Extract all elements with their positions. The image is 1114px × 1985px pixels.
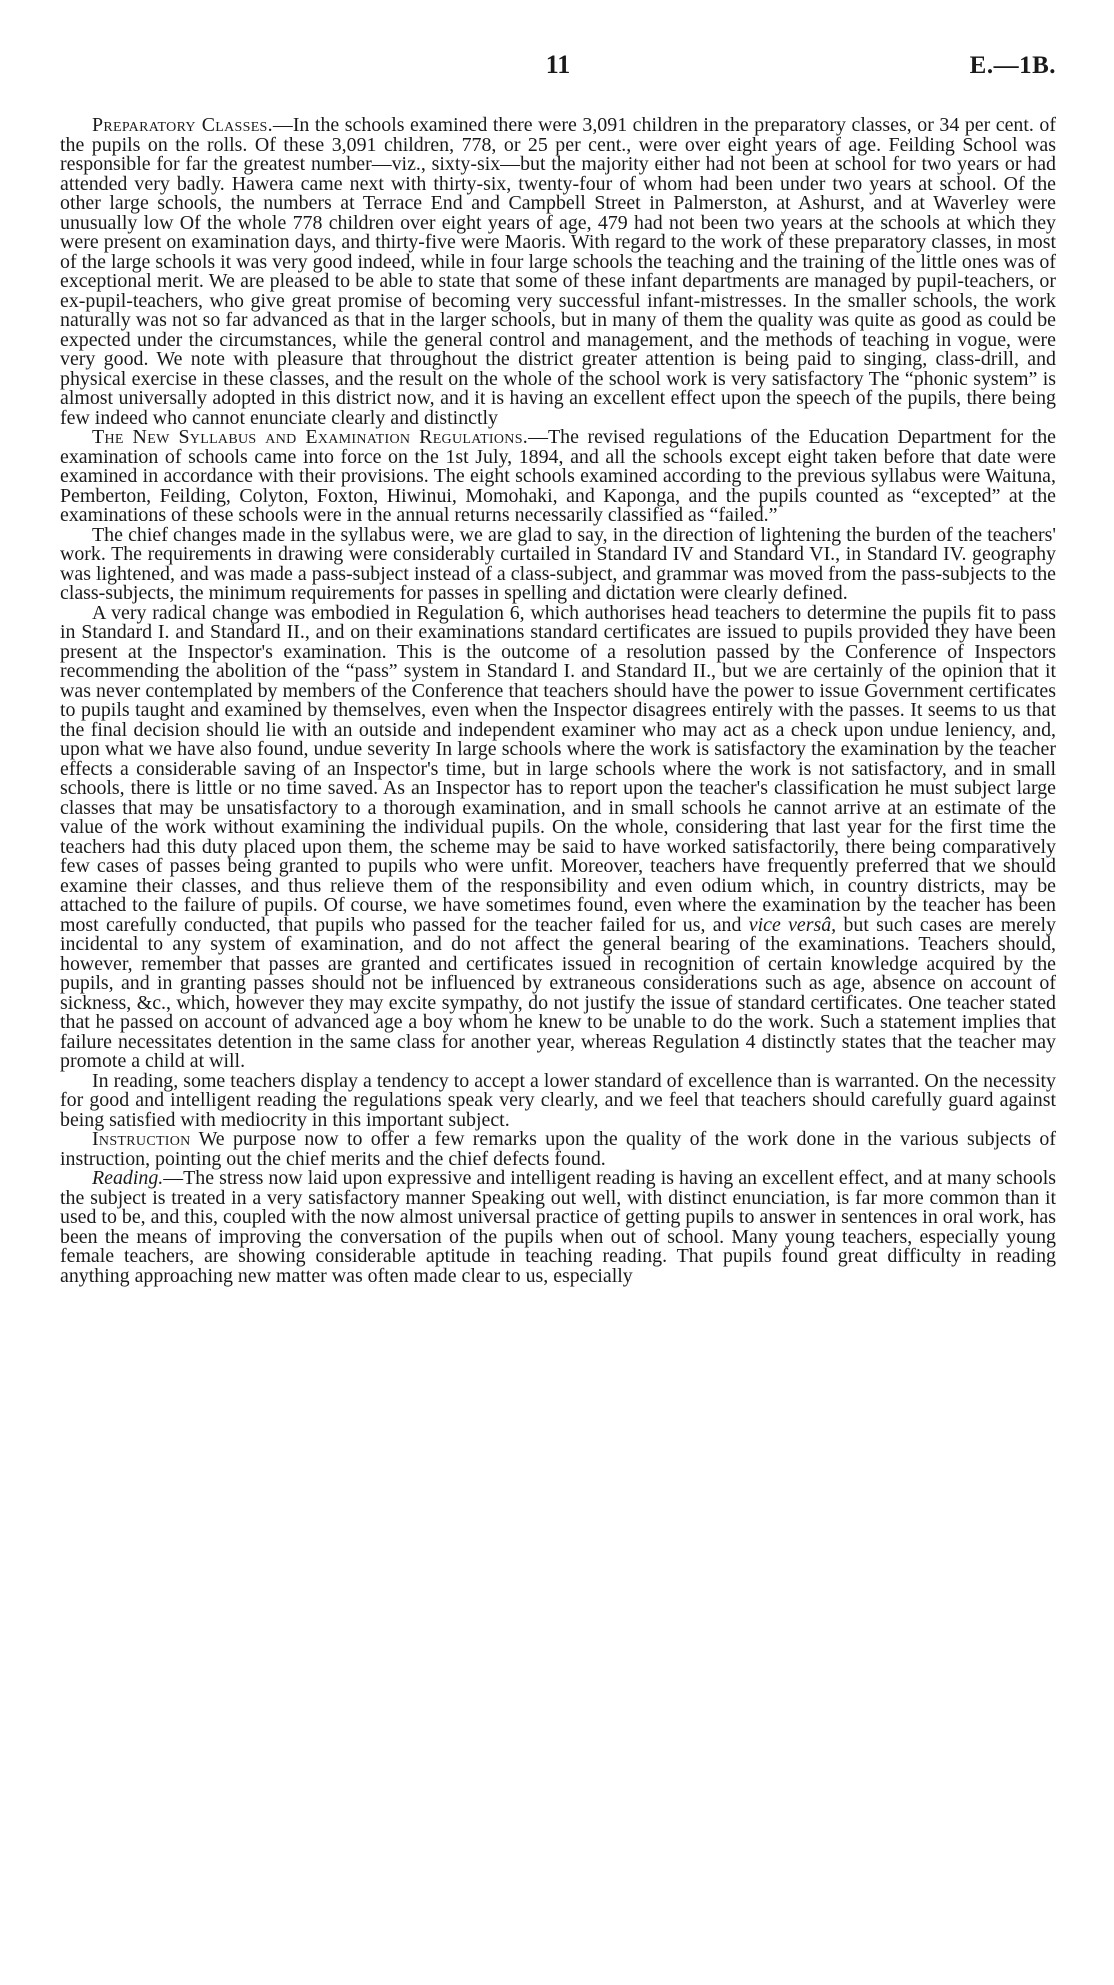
document-body xyxy=(60,116,1056,1286)
paragraph-text: —The revised regulations of the Education Department for the examination of schools came into force on the 1st July, 1894, and all the schools except eight taken before that date were examined in accordance with their provisions. The eight schools examined according to the previous syllabus were Waituna, Pemberton, Feilding, Colyton, Foxton, Hiwinui, Momohaki, and Kaponga, and the pupils counted as “excepted” at the examinations of these schools were in the annual returns necessarily classified as “failed.” xyxy=(60,426,1056,526)
section-heading-preparatory-classes: Preparatory Classes. xyxy=(92,114,273,136)
section-heading-instruction: Instruction xyxy=(92,1128,191,1150)
document-page xyxy=(60,50,1056,1286)
page-header xyxy=(60,50,1056,96)
paragraph-instruction xyxy=(60,1130,1056,1169)
paragraph-reading-standard xyxy=(60,1069,1056,1131)
paragraph-text: —In the schools examined there were 3,091 children in the preparatory classes, or 34 per cent. of the pupils on the rolls. Of these 3,091 children, 778, or 25 per cent., were over eight years of age. Feilding School was responsible for far the greatest number—viz., sixty-six—but the majority either had not been at school for two years or had attended very badly. Hawera came next with thirty-six, twenty-four of whom had been under two years at school. Of the other large schools, the numbers at Terrace End and Campbell Street in Palmerston, at Ashurst, and at Waverley were unusually low Of the whole 778 children over eight years of age, 479 had not been two years at the schools at which they were present on examination days, and thirty-five were Maoris. With regard to the work of these preparatory classes, in most of the large schools it was very good indeed, while in four large schools the teaching and the training of the little ones was of exceptional merit. We are pleased to be able to state that some of these infant departments are managed by pupil-teachers, or ex-pupil-teachers, who give great promise of becoming very successful infant-mistresses. In the smaller schools, the work naturally was not so far advanced as that in the larger schools, but in many of them the quality was quite as good as could be expected under the circumstances, while the general control and management, and the methods of teaching in vogue, were very good. We note with pleasure that throughout the district greater attention is being paid to singing, class-drill, and physical exercise in these classes, and the result on the whole of the school work is very satisfactory The “phonic system” is almost universally adopted in this district now, and it is having an excellent effect upon the speech of the pupils, there being few indeed who cannot enunciate clearly and distinctly xyxy=(60,114,1056,429)
paragraph-text: A very radical change was embodied in Regulation 6, which authorises head teachers to determine the pupils fit to pass in Standard I. and Standard II., and on their examinations standard certificates are issued to pupils provided they have been present at the Inspector's examination. This is the outcome of a resolution passed by the Conference of Inspectors recommending the abolition of the “pass” system in Standard I. and Standard II., but we are certainly of the opinion that it was never contemplated by members of the Conference that teachers should have the power to issue Government certificates to pupils taught and examined by themselves, even when the Inspector disagrees entirely with the passes. It seems to us that the final decision should lie with an outside and independent examiner who may act as a check upon undue leniency, and, upon what we have also found, undue severity In large schools where the work is satisfactory the examination by the teacher effects a considerable saving of an Inspector's time, but in large schools where the work is not satisfactory, and in small schools, there is little or no time saved. As an Inspector has to report upon the teacher's classification he must subject large classes that may be unsatisfactory to a thorough examination, and in small schools he cannot arrive at an estimate of the value of the work without examining the individual pupils. On the whole, considering that last year for the first time the teachers had this duty placed upon them, the scheme may be said to have worked satisfactorily, there being comparatively few cases of passes being granted to pupils who were unfit. Moreover, teachers have frequently preferred that we should examine their classes, and thus relieve them of the responsibility and even odium which, in country districts, may be attached to the failure of pupils. Of course, we have sometimes found, even where the examination by the teacher has been most carefully conducted, that pupils who passed for the teacher failed for us, and xyxy=(60,601,1056,936)
page-number: 11 xyxy=(545,50,571,79)
paragraph-preparatory-classes xyxy=(60,116,1056,428)
paragraph-text: —The stress now laid upon expressive and intelligent reading is having an excellent effect, and at many schools the subject is treated in a very satisfactory manner Speaking out well, with distinct enunciation, is far more common than it used to be, and this, coupled with the now almost universal practice of getting pupils to answer in sentences in oral work, has been the means of improving the conversation of the pupils when out of school. Many young teachers, especially young female teachers, are showing considerable aptitude in teaching reading. That pupils found great difficulty in reading anything approaching new matter was often made clear to us, especially xyxy=(60,1167,1056,1287)
subheading-reading: Reading. xyxy=(92,1167,164,1189)
section-heading-new-syllabus: The New Syllabus and Examination Regulations. xyxy=(92,426,529,448)
paragraph-syllabus-changes xyxy=(60,523,1056,604)
document-reference: E.—1B. xyxy=(969,52,1056,79)
paragraph-text: The chief changes made in the syllabus were, we are glad to say, in the direction of lightening the burden of the teachers' work. The requirements in drawing were considerably curtailed in Standard IV and Standard VI., in Standard IV. geography was lightened, and was made a pass-subject instead of a class-subject, and grammar was moved from the pass-subjects to the class-subjects, the minimum requirements for passes in spelling and dictation were clearly defined. xyxy=(60,523,1056,604)
paragraph-text: In reading, some teachers display a tendency to accept a lower standard of excellence than is warranted. On the necessity for good and intelligent reading the regulations speak very clearly, and we feel that teachers should carefully guard against being satisfied with mediocrity in this important subject. xyxy=(60,1069,1056,1131)
paragraph-reading xyxy=(60,1169,1056,1286)
italic-phrase: vice versâ, xyxy=(748,913,837,936)
paragraph-text: We purpose now to offer a few remarks upon the quality of the work done in the various subjects of instruction, pointing out the chief merits and the chief defects found. xyxy=(60,1128,1056,1170)
paragraph-new-syllabus xyxy=(60,428,1056,526)
paragraph-regulation-6 xyxy=(60,601,1056,1072)
paragraph-text-continued: but such cases are merely incidental to any system of examination, and do not affect the general bearing of the examinations. Teachers should, however, remember that passes are granted and certificates issued in recognition of certain knowledge acquired by the pupils, and in granting passes should not be influenced by extraneous considerations such as age, absence on account of sickness, &c., which, however they may excite sympathy, do not justify the issue of standard certificates. One teacher stated that he passed on account of advanced age a boy whom he knew to be unable to do the work. Such a statement implies that failure necessitates detention in the same class for another year, whereas Regulation 4 distinctly states that the teacher may promote a child at will. xyxy=(60,913,1056,1072)
